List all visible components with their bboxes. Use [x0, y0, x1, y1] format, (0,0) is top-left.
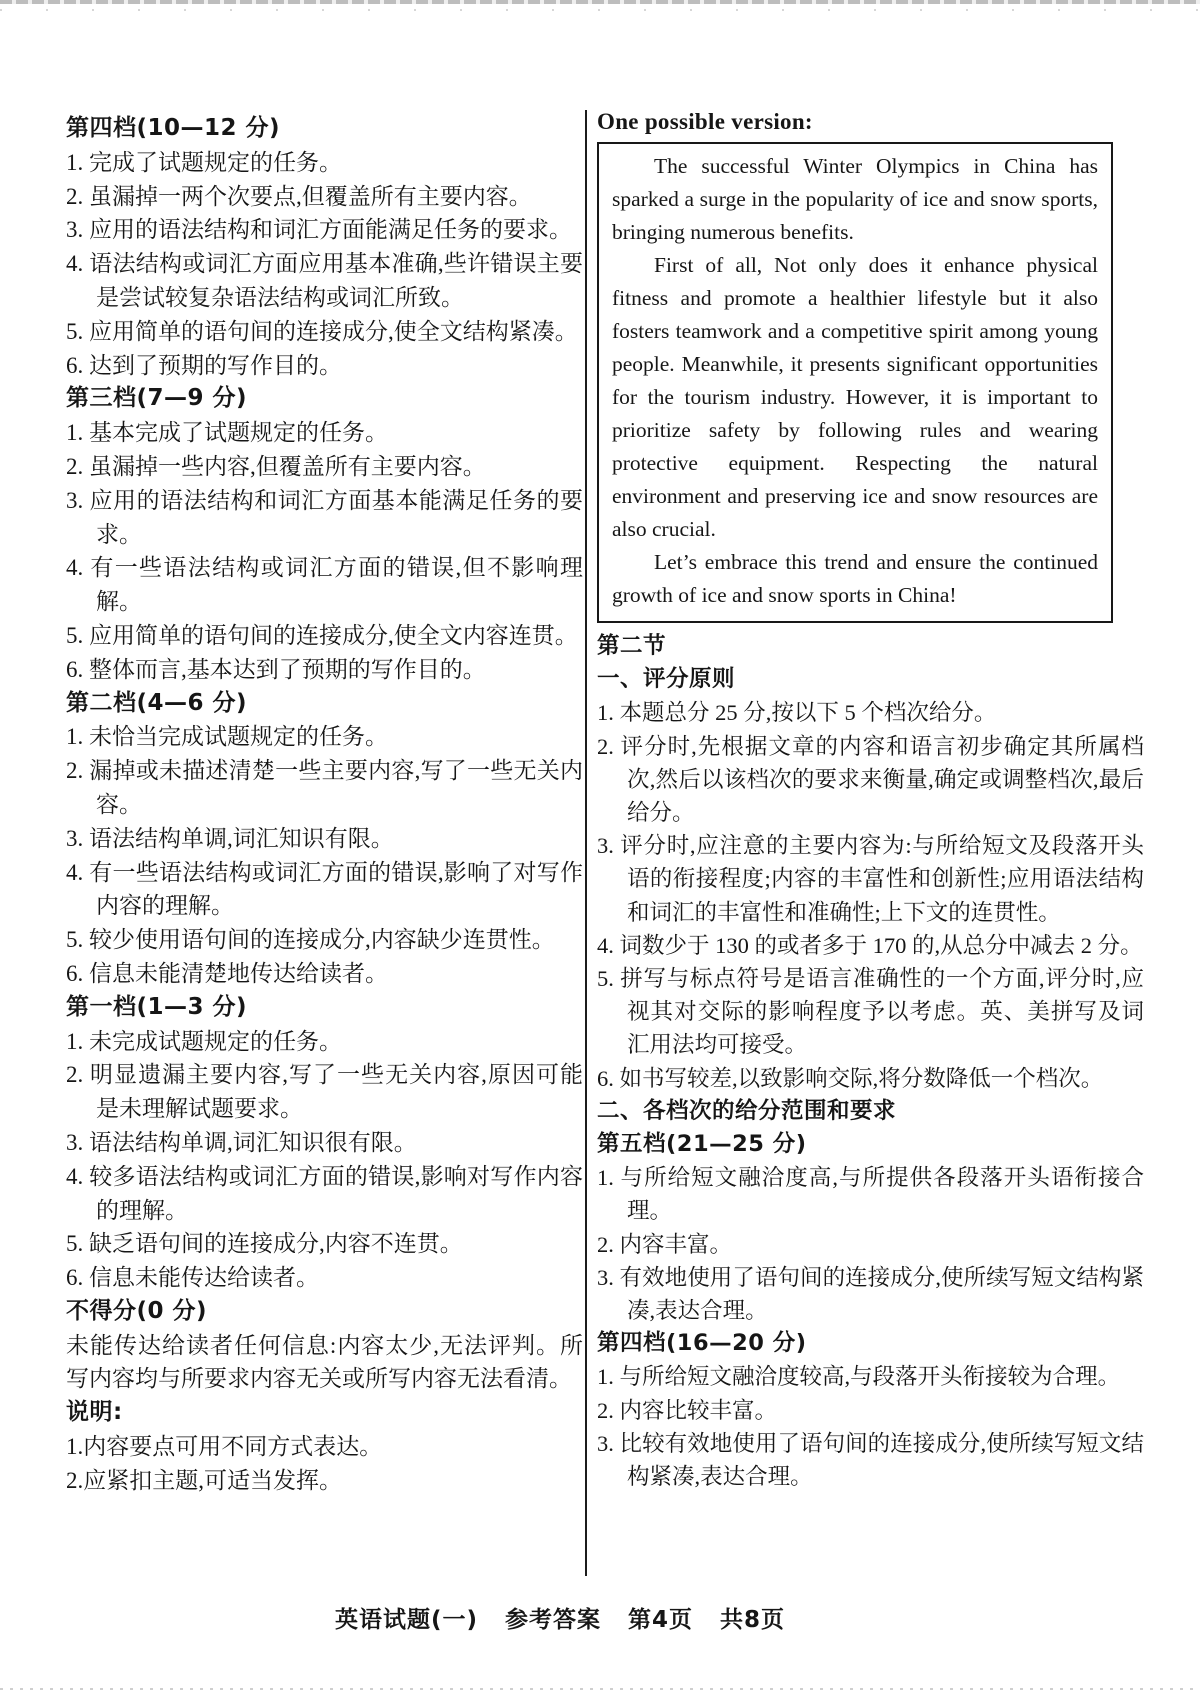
right-band-heading: 二、各档次的给分范围和要求: [597, 1097, 897, 1124]
left-band-heading: 第二档(4—6 分): [66, 689, 248, 716]
left-criteria-line: 2. 漏掉或未描述清楚一些主要内容,写了一些无关内容。: [66, 758, 583, 817]
essay-paragraph: The successful Winter Olympics in China has sparked a surge in the popularity of ice and snow sports, bringing numerous benefits.: [612, 154, 1098, 244]
left-criteria-line: 未能传达给读者任何信息:内容太少,无法评判。所写内容均与所要求内容无关或所写内容无法看清。: [66, 1332, 583, 1392]
left-criteria-line: 4. 较多语法结构或词汇方面的错误,影响对写作内容的理解。: [66, 1163, 583, 1223]
left-band-heading: 第三档(7—9 分): [66, 385, 248, 412]
left-criteria-line: 2. 虽漏掉一些内容,但覆盖所有主要内容。: [66, 453, 486, 479]
left-criteria-line: 1. 未完成试题规定的任务。: [66, 1028, 342, 1054]
footer-answer-label: 参考答案: [504, 1607, 601, 1633]
left-criteria-line: 1. 基本完成了试题规定的任务。: [66, 420, 388, 446]
left-criteria-line: 1. 未恰当完成试题规定的任务。: [66, 724, 388, 750]
right-criteria-line: 1. 与所给短文融洽度较高,与段落开头衔接较为合理。: [597, 1364, 1121, 1390]
left-criteria-line: 4. 有一些语法结构或词汇方面的错误,影响了对写作内容的理解。: [66, 859, 583, 919]
right-criteria-line: 3. 有效地使用了语句间的连接成分,使所续写短文结构紧凑,表达合理。: [597, 1264, 1144, 1324]
footer-exam-title: 英语试题(一): [334, 1607, 478, 1633]
scan-edge-top: [0, 0, 1200, 4]
left-criteria-line: 3. 语法结构单调,词汇知识很有限。: [66, 1129, 417, 1155]
essay-paragraph: Let’s embrace this trend and ensure the continued growth of ice and snow sports in China!: [612, 550, 1098, 607]
left-criteria-line: 2. 虽漏掉一两个次要点,但覆盖所有主要内容。: [66, 183, 532, 209]
left-criteria-line: 6. 信息未能清楚地传达给读者。: [66, 960, 388, 986]
left-criteria-line: 2.应紧扣主题,可适当发挥。: [66, 1467, 342, 1493]
left-column: [66, 112, 583, 1498]
page-footer: [0, 1601, 1120, 1634]
footer-page-number: 第4页: [628, 1607, 694, 1633]
left-criteria-line: 3. 应用的语法结构和词汇方面能满足任务的要求。: [66, 217, 572, 243]
left-criteria-line: 2. 明显遗漏主要内容,写了一些无关内容,原因可能是未理解试题要求。: [66, 1062, 583, 1122]
left-band-heading: 第四档(10—12 分): [66, 115, 281, 141]
left-criteria-line: 5. 缺乏语句间的连接成分,内容不连贯。: [66, 1231, 463, 1257]
left-criteria-line: 6. 整体而言,基本达到了预期的写作目的。: [66, 656, 486, 682]
right-band-heading: 第四档(16—20 分): [597, 1330, 807, 1357]
left-criteria-line: 1. 完成了试题规定的任务。: [66, 149, 342, 175]
right-criteria-line: 4. 词数少于 130 的或者多于 170 的,从总分中减去 2 分。: [597, 932, 1143, 958]
footer-total-pages: 共8页: [720, 1607, 786, 1633]
left-band-heading: 第一档(1—3 分): [66, 993, 248, 1020]
left-criteria-line: 3. 语法结构单调,词汇知识有限。: [66, 825, 394, 851]
left-criteria-line: 5. 应用简单的语句间的连接成分,使全文内容连贯。: [66, 622, 578, 648]
left-criteria-line: 5. 应用简单的语句间的连接成分,使全文结构紧凑。: [66, 318, 578, 344]
left-criteria-line: 4. 语法结构或词汇方面应用基本准确,些许错误主要是尝试较复杂语法结构或词汇所致。: [66, 251, 583, 310]
left-criteria-line: 6. 达到了预期的写作目的。: [66, 352, 342, 378]
right-criteria-line: 1. 本题总分 25 分,按以下 5 个档次给分。: [597, 700, 997, 726]
right-column-blocks: [597, 630, 1144, 1493]
essay-paragraph: First of all, Not only does it enhance physical fitness and promote a healthier lifestyle but it also fosters teamwork and a competitive spirit among young people. Meanwhile, it presents significant opportunities for the tourism industry. However, it is important to prioritize safety by following rules and wearing protective equipment. Respecting the natural environment and preserving ice and snow resources are also crucial.: [612, 253, 1098, 541]
right-criteria-line: 2. 内容丰富。: [597, 1231, 733, 1257]
right-column: [597, 105, 1144, 1493]
right-band-heading: 第二节: [597, 633, 667, 659]
left-criteria-line: 5. 较少使用语句间的连接成分,内容缺少连贯性。: [66, 927, 555, 953]
right-criteria-line: 3. 评分时,应注意的主要内容为:与所给短文及段落开头语的衔接程度;内容的丰富性和创新性;应用语法结构和词汇的丰富性和准确性;上下文的连贯性。: [597, 833, 1144, 925]
right-band-heading: 一、评分原则: [597, 666, 736, 693]
possible-version-label: One possible version:: [597, 109, 813, 134]
right-criteria-line: 1. 与所给短文融洽度高,与所提供各段落开头语衔接合理。: [597, 1165, 1144, 1224]
left-criteria-line: 3. 应用的语法结构和词汇方面基本能满足任务的要求。: [66, 487, 583, 547]
right-band-heading: 第五档(21—25 分): [597, 1131, 807, 1158]
left-criteria-line: 1.内容要点可用不同方式表达。: [66, 1434, 383, 1460]
right-criteria-line: 5. 拼写与标点符号是语言准确性的一个方面,评分时,应视其对交际的影响程度予以考虑。英、美拼写及词汇用法均可接受。: [597, 966, 1144, 1058]
right-criteria-line: 6. 如书写较差,以致影响交际,将分数降低一个档次。: [597, 1065, 1104, 1091]
right-criteria-line: 2. 评分时,先根据文章的内容和语言初步确定其所属档次,然后以该档次的要求来衡量,确定或调整档次,最后给分。: [597, 733, 1144, 826]
left-band-heading: 不得分(0 分): [66, 1297, 208, 1324]
left-criteria-line: 6. 信息未能传达给读者。: [66, 1265, 319, 1291]
right-criteria-line: 2. 内容比较丰富。: [597, 1397, 778, 1423]
right-criteria-line: 3. 比较有效地使用了语句间的连接成分,使所续写短文结构紧凑,表达合理。: [597, 1430, 1144, 1490]
scan-edge-bottom: [0, 1688, 1200, 1690]
model-essay-box: [597, 142, 1113, 623]
left-band-heading: 说明:: [66, 1399, 123, 1426]
left-criteria-line: 4. 有一些语法结构或词汇方面的错误,但不影响理解。: [66, 555, 583, 615]
scan-dots-top: [0, 9, 1200, 11]
column-divider: [585, 110, 587, 1576]
